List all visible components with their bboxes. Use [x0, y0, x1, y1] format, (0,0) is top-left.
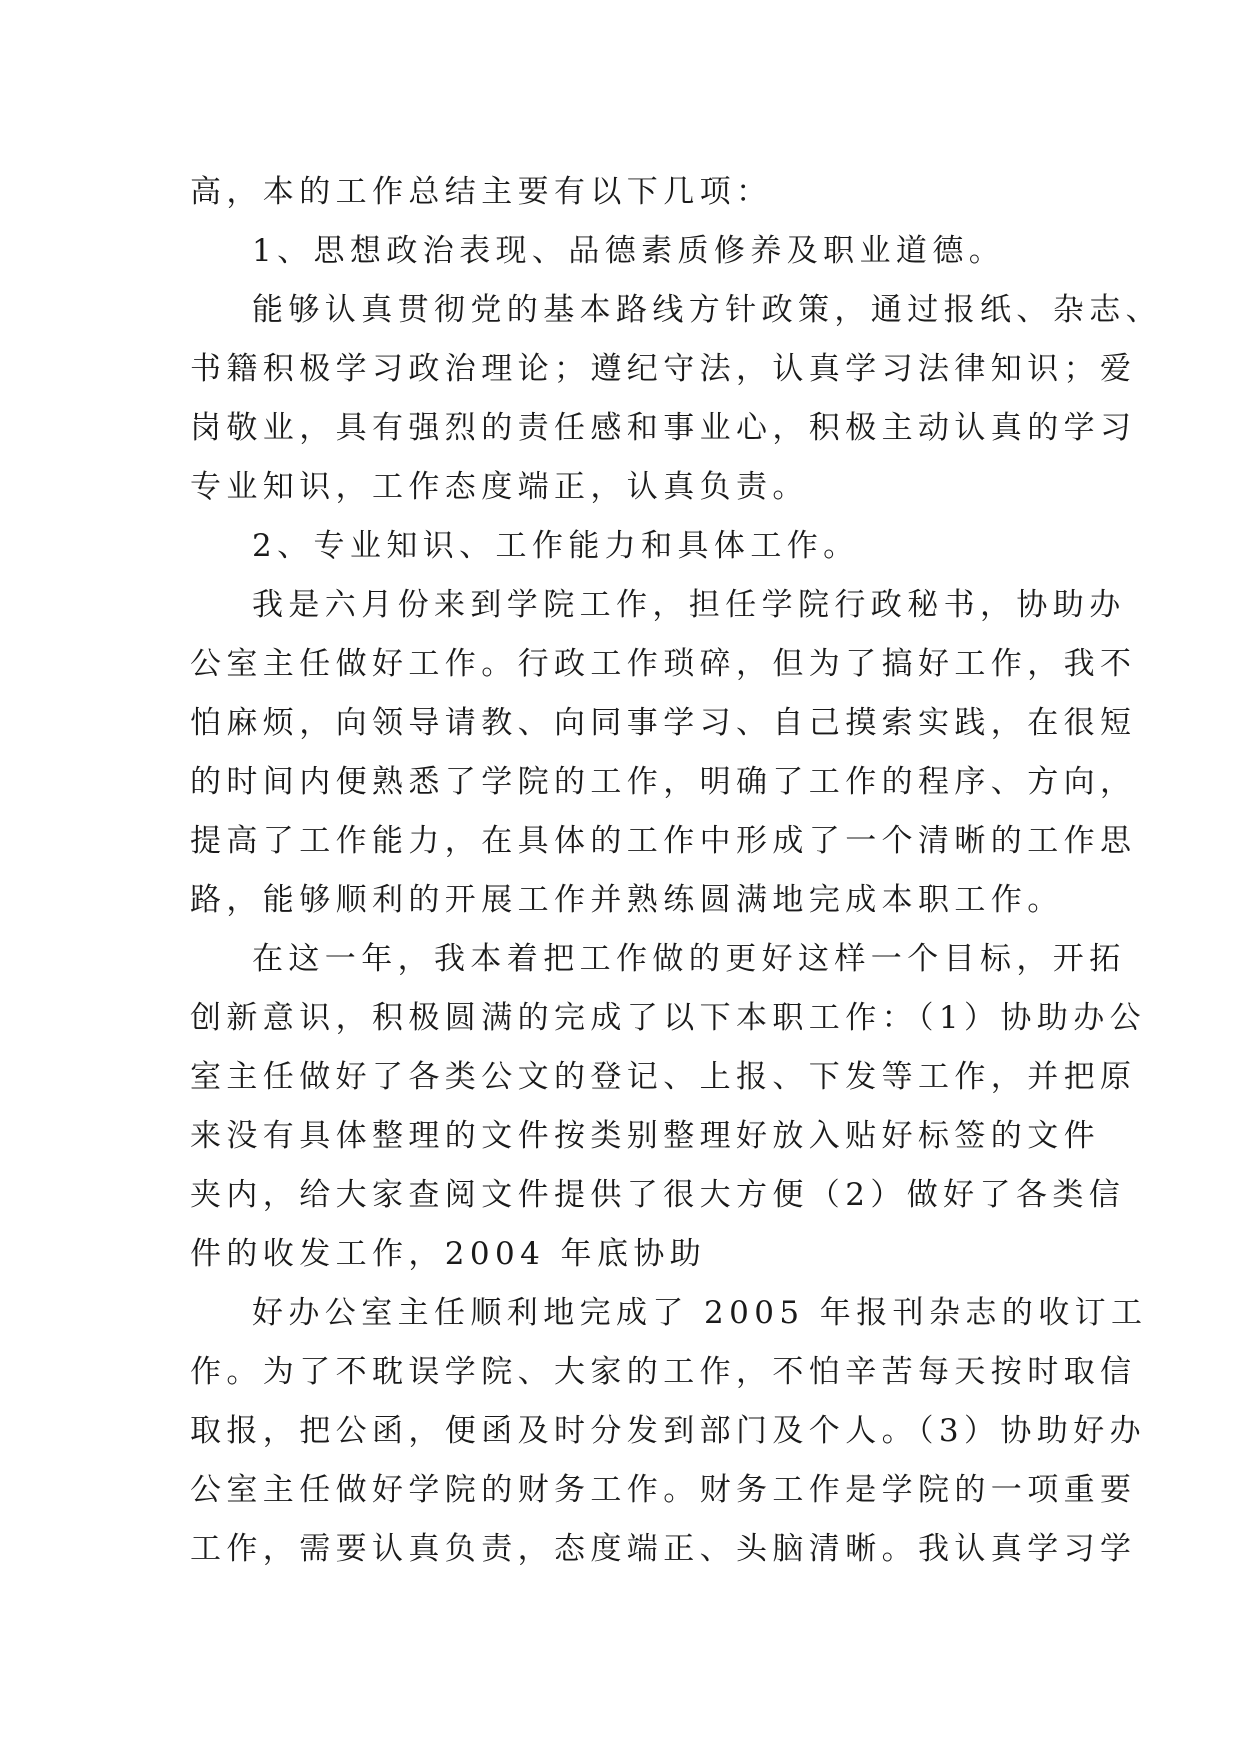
text-line: 岗敬业，具有强烈的责任感和事业心，积极主动认真的学习 [190, 410, 1137, 446]
text-line: 高，本的工作总结主要有以下几项： [190, 174, 773, 210]
text-line: 作。为了不耽误学院、大家的工作，不怕辛苦每天按时取信 [190, 1354, 1137, 1390]
document-body [190, 163, 1162, 1579]
text-line: 来没有具体整理的文件按类别整理好放入贴好标签的文件 [190, 1118, 1100, 1154]
text-line: 公室主任做好学院的财务工作。财务工作是学院的一项重要 [190, 1472, 1137, 1508]
text-line: 的时间内便熟悉了学院的工作，明确了工作的程序、方向， [190, 764, 1137, 800]
text-line: 能够认真贯彻党的基本路线方针政策，通过报纸、杂志、 [252, 292, 1162, 328]
text-line: 我是六月份来到学院工作，担任学院行政秘书，协助办 [252, 587, 1126, 623]
text-line: 创新意识，积极圆满的完成了以下本职工作：（1）协助办公 [190, 1000, 1147, 1036]
text-line: 室主任做好了各类公文的登记、上报、下发等工作，并把原 [190, 1059, 1137, 1095]
text-line: 好办公室主任顺利地完成了 2005 年报刊杂志的收订工 [252, 1295, 1148, 1331]
text-line: 公室主任做好工作。行政工作琐碎，但为了搞好工作，我不 [190, 646, 1137, 682]
text-line: 2、专业知识、工作能力和具体工作。 [252, 528, 860, 564]
text-line: 书籍积极学习政治理论；遵纪守法，认真学习法律知识；爱 [190, 351, 1137, 387]
text-line: 夹内，给大家查阅文件提供了很大方便（2）做好了各类信 [190, 1177, 1126, 1213]
text-line: 路，能够顺利的开展工作并熟练圆满地完成本职工作。 [190, 882, 1064, 918]
text-line: 提高了工作能力，在具体的工作中形成了一个清晰的工作思 [190, 823, 1137, 859]
text-line: 专业知识，工作态度端正，认真负责。 [190, 469, 809, 505]
text-line: 怕麻烦，向领导请教、向同事学习、自己摸索实践，在很短 [190, 705, 1137, 741]
text-line: 工作，需要认真负责，态度端正、头脑清晰。我认真学习学 [190, 1531, 1137, 1567]
text-line: 取报，把公函，便函及时分发到部门及个人。（3）协助好办 [190, 1413, 1147, 1449]
text-line: 1、思想政治表现、品德素质修养及职业道德。 [252, 233, 1006, 269]
text-line: 在这一年，我本着把工作做的更好这样一个目标，开拓 [252, 941, 1126, 977]
text-line: 件的收发工作，2004 年底协助 [190, 1236, 707, 1272]
